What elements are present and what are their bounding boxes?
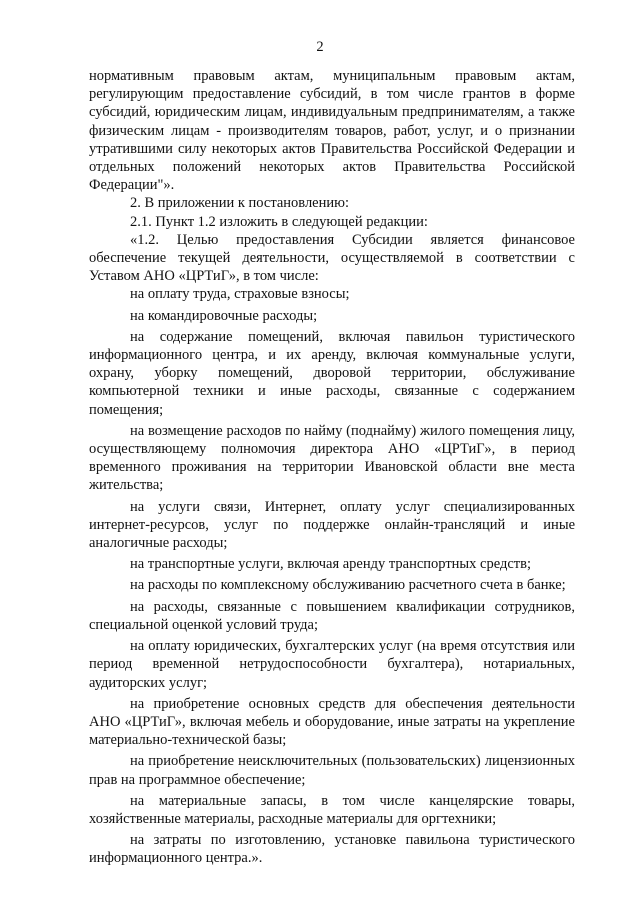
list-item-pavilion: на затраты по изготовлению, установке павильона туристического информационного центра.». (89, 832, 575, 867)
list-item-housing: на возмещение расходов по найму (поднайму) жилого помещения лицу, осуществляющему полномочия директора АНО «ЦРТиГ», в период временного проживания на территории Ивановской области вне места жительства; (89, 422, 575, 494)
list-item-bank: на расходы по комплексному обслуживанию расчетного счета в банке; (130, 577, 566, 594)
list-item-legal: на оплату юридических, бухгалтерских услуг (на время отсутствия или период временной нетрудоспособности бухгалтера), нотариальных, аудиторских услуг; (89, 638, 575, 691)
paragraph-item-2-1: 2.1. Пункт 1.2 изложить в следующей редакции: (130, 213, 428, 230)
page-number: 2 (316, 39, 324, 55)
list-item-supplies: на материальные запасы, в том числе канцелярские товары, хозяйственные материалы, расходные материалы для оргтехники; (89, 792, 575, 827)
paragraph-continuation: нормативным правовым актам, муниципальным правовым актам, регулирующим предоставление субсидий, в том числе грантов в форме субсидий, юридическим лицам, индивидуальным предпринимателям, а также физическим лицам - производителям товаров, работ, услуг, и о признании утратившими силу некоторых актов Правительства Российской Федерации и отдельных положений некоторых актов Правительства Российской Федерации"». (89, 68, 575, 194)
list-item-training: на расходы, связанные с повышением квалификации сотрудников, специальной оценкой условий труда; (89, 598, 575, 633)
list-item-fixed-assets: на приобретение основных средств для обеспечения деятельности АНО «ЦРТиГ», включая мебель и оборудование, иные затраты на укрепление материально-технической базы; (89, 695, 575, 749)
list-item-licenses: на приобретение неисключительных (пользовательских) лицензионных прав на программное обеспечение; (89, 753, 575, 788)
paragraph-item-2: 2. В приложении к постановлению: (130, 195, 350, 212)
paragraph-clause-1-2: «1.2. Целью предоставления Субсидии является финансовое обеспечение текущей деятельности, осуществляемой в соответствии с Уставом АНО «ЦРТиГ», в том числе: (89, 231, 575, 285)
list-item-premises: на содержание помещений, включая павильон туристического информационного центра, и их аренду, включая коммунальные услуги, охрану, уборку помещений, дворовой территории, обслуживание компьютерной техники и иные расходы, связанные с содержанием помещения; (89, 328, 575, 418)
list-item-transport: на транспортные услуги, включая аренду транспортных средств; (130, 556, 532, 573)
document-body (89, 67, 575, 868)
list-item-communications: на услуги связи, Интернет, оплату услуг специализированных интернет-ресурсов, услуг по поддержке онлайн-трансляций и иные аналогичные расходы; (89, 498, 575, 552)
list-item-travel: на командировочные расходы; (130, 307, 318, 324)
list-item-labor: на оплату труда, страховые взносы; (130, 286, 350, 303)
